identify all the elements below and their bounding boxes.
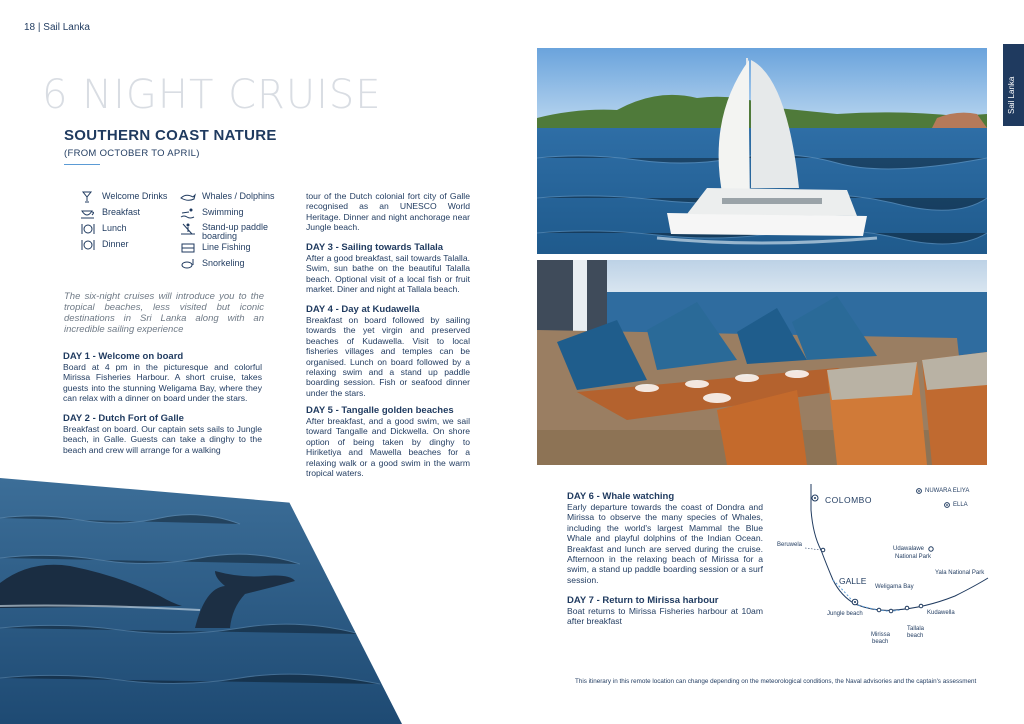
map-label-kudawella: Kudawella (927, 610, 955, 616)
dinner-icon (80, 239, 96, 251)
map-label-udawalawe-park: National Park (895, 554, 932, 560)
day-text: Breakfast on board. Our captain sets sails to Jungle beach, in Galle. Guests can take a dinghy to the beach and crew will arrange for a walking (63, 424, 262, 455)
page-number: 18 | Sail Lanka (24, 22, 90, 33)
legend-label: Swimming (202, 207, 244, 217)
day-7 (567, 595, 763, 627)
map-label-weligama: Weligama Bay (875, 584, 914, 590)
legend-item (80, 207, 140, 219)
map-label-jungle-beach: Jungle beach (827, 611, 863, 617)
section-side-tab (1003, 44, 1024, 126)
day-text: Board at 4 pm in the picturesque and colorful Mirissa Fisheries Harbour. A short cruise, takes guests into the stunning Weligama Bay, where they can relax with a dinner on board under the stars. (63, 362, 262, 404)
map-label-yala: Yala National Park (935, 570, 985, 576)
day-text: Breakfast on board followed by sailing towards the yet virgin and preserved beaches of Kudawella. Visit to local fisheries villages and temples can be organised. Lunch on board followed by a relaxing swim and a stand up paddle boarding session. Fish or seafood dinner under the stars. (306, 315, 470, 398)
map-label-talalla: Tallala (907, 626, 925, 632)
day-title: DAY 7 - Return to Mirissa harbour (567, 595, 719, 606)
legend-label: Lunch (102, 223, 127, 233)
legend-item (80, 223, 127, 235)
day-2-continued (306, 191, 470, 233)
map-label-nuwara-eliya: NUWARA ELIYA (925, 488, 970, 494)
day-5 (306, 405, 470, 478)
day-3 (306, 242, 470, 295)
season-note: (FROM OCTOBER TO APRIL) (64, 148, 200, 159)
legend-item (80, 191, 167, 203)
legend-item (80, 239, 129, 251)
legend-item (180, 223, 280, 241)
day-title: DAY 1 - Welcome on board (63, 351, 184, 362)
map-label-colombo: COLOMBO (825, 495, 872, 505)
day-4 (306, 304, 470, 398)
map-label-talalla-beach: beach (907, 633, 924, 639)
day-text: After breakfast, and a good swim, we sail toward Tangalle and Dickwella. On shore option of being taken by dinghy to Hiriketiya and Mawella beaches for a relaxing walk or a good swim in the warm tropical waters. (306, 416, 470, 479)
lunch-icon (80, 223, 96, 235)
map-label-udawalawe: Udawalawe (893, 546, 925, 552)
day-title: DAY 3 - Sailing towards Tallala (306, 242, 444, 253)
route-map (775, 480, 990, 650)
intro-text: The six-night cruises will introduce you to the tropical beaches, less visited but iconic destinations in Sri Lanka along with an incredible sailing experience (64, 291, 264, 335)
legend-label: Snorkeling (202, 258, 245, 268)
page-title: 6 NIGHT CRUISE (42, 72, 382, 118)
cruise-subtitle: SOUTHERN COAST NATURE (64, 127, 277, 144)
day-1 (63, 351, 262, 404)
title-divider (64, 164, 100, 165)
fishing-icon (180, 242, 196, 254)
day-text: Early departure towards the coast of Dondra and Mirissa to observe the many species of Whales, including the world's largest Mammal the Blue Whale and playful dolphins of the Indian Ocean. Breakfast and lunch are served during the cruise. Afternoon in the relaxing beach of Mirissa for a swim, a stand up paddle boarding session or a surf session. (567, 502, 763, 585)
whale-photo (0, 478, 402, 724)
legend-label: Dinner (102, 239, 129, 249)
itinerary-disclaimer: This itinerary in this remote location can change depending on the meteorological conditions, the Naval advisories and the captain's assessment (575, 678, 977, 685)
cocktail-icon (80, 191, 96, 203)
breakfast-icon (80, 207, 96, 219)
map-label-galle: GALLE (839, 576, 867, 586)
legend-label: Stand-up paddle boarding (202, 222, 269, 241)
map-label-beruwela: Beruwela (777, 542, 803, 548)
legend-item (180, 242, 251, 254)
day-text: Boat returns to Mirissa Fisheries harbour at 10am after breakfast (567, 606, 763, 627)
side-tab-label: Sail Lanka (1007, 76, 1016, 114)
day-2 (63, 413, 262, 455)
snorkel-icon (180, 258, 196, 270)
legend-label: Line Fishing (202, 242, 251, 252)
legend-item (180, 258, 245, 270)
day-title: DAY 2 - Dutch Fort of Galle (63, 413, 184, 424)
legend-item (180, 207, 244, 219)
catamaran-photo (537, 48, 987, 254)
day-6 (567, 491, 763, 585)
day-text: After a good breakfast, sail towards Talalla. Swim, sun bathe on the beautiful Talalla beach. Optional visit of a local fish or fruit market. Diner and night at Tallala beach. (306, 253, 470, 295)
day-title: DAY 6 - Whale watching (567, 491, 675, 502)
paddle-icon (180, 223, 196, 235)
day-text: tour of the Dutch colonial fort city of Galle recognised as an UNESCO World Heritage. Dinner and night anchorage near Jungle beach. (306, 191, 470, 233)
deck-dining-photo (537, 260, 987, 465)
legend-label: Welcome Drinks (102, 191, 168, 201)
legend-label: Whales / Dolphins (202, 191, 275, 201)
legend-label: Breakfast (102, 207, 141, 217)
map-label-mirissa-beach: beach (872, 639, 889, 645)
legend-item (180, 191, 275, 203)
day-title: DAY 4 - Day at Kudawella (306, 304, 420, 315)
map-label-ella: ELLA (953, 502, 968, 508)
whale-icon (180, 191, 196, 203)
map-label-mirissa: Mirissa (871, 632, 890, 638)
swimmer-icon (180, 207, 196, 219)
day-title: DAY 5 - Tangalle golden beaches (306, 405, 454, 416)
